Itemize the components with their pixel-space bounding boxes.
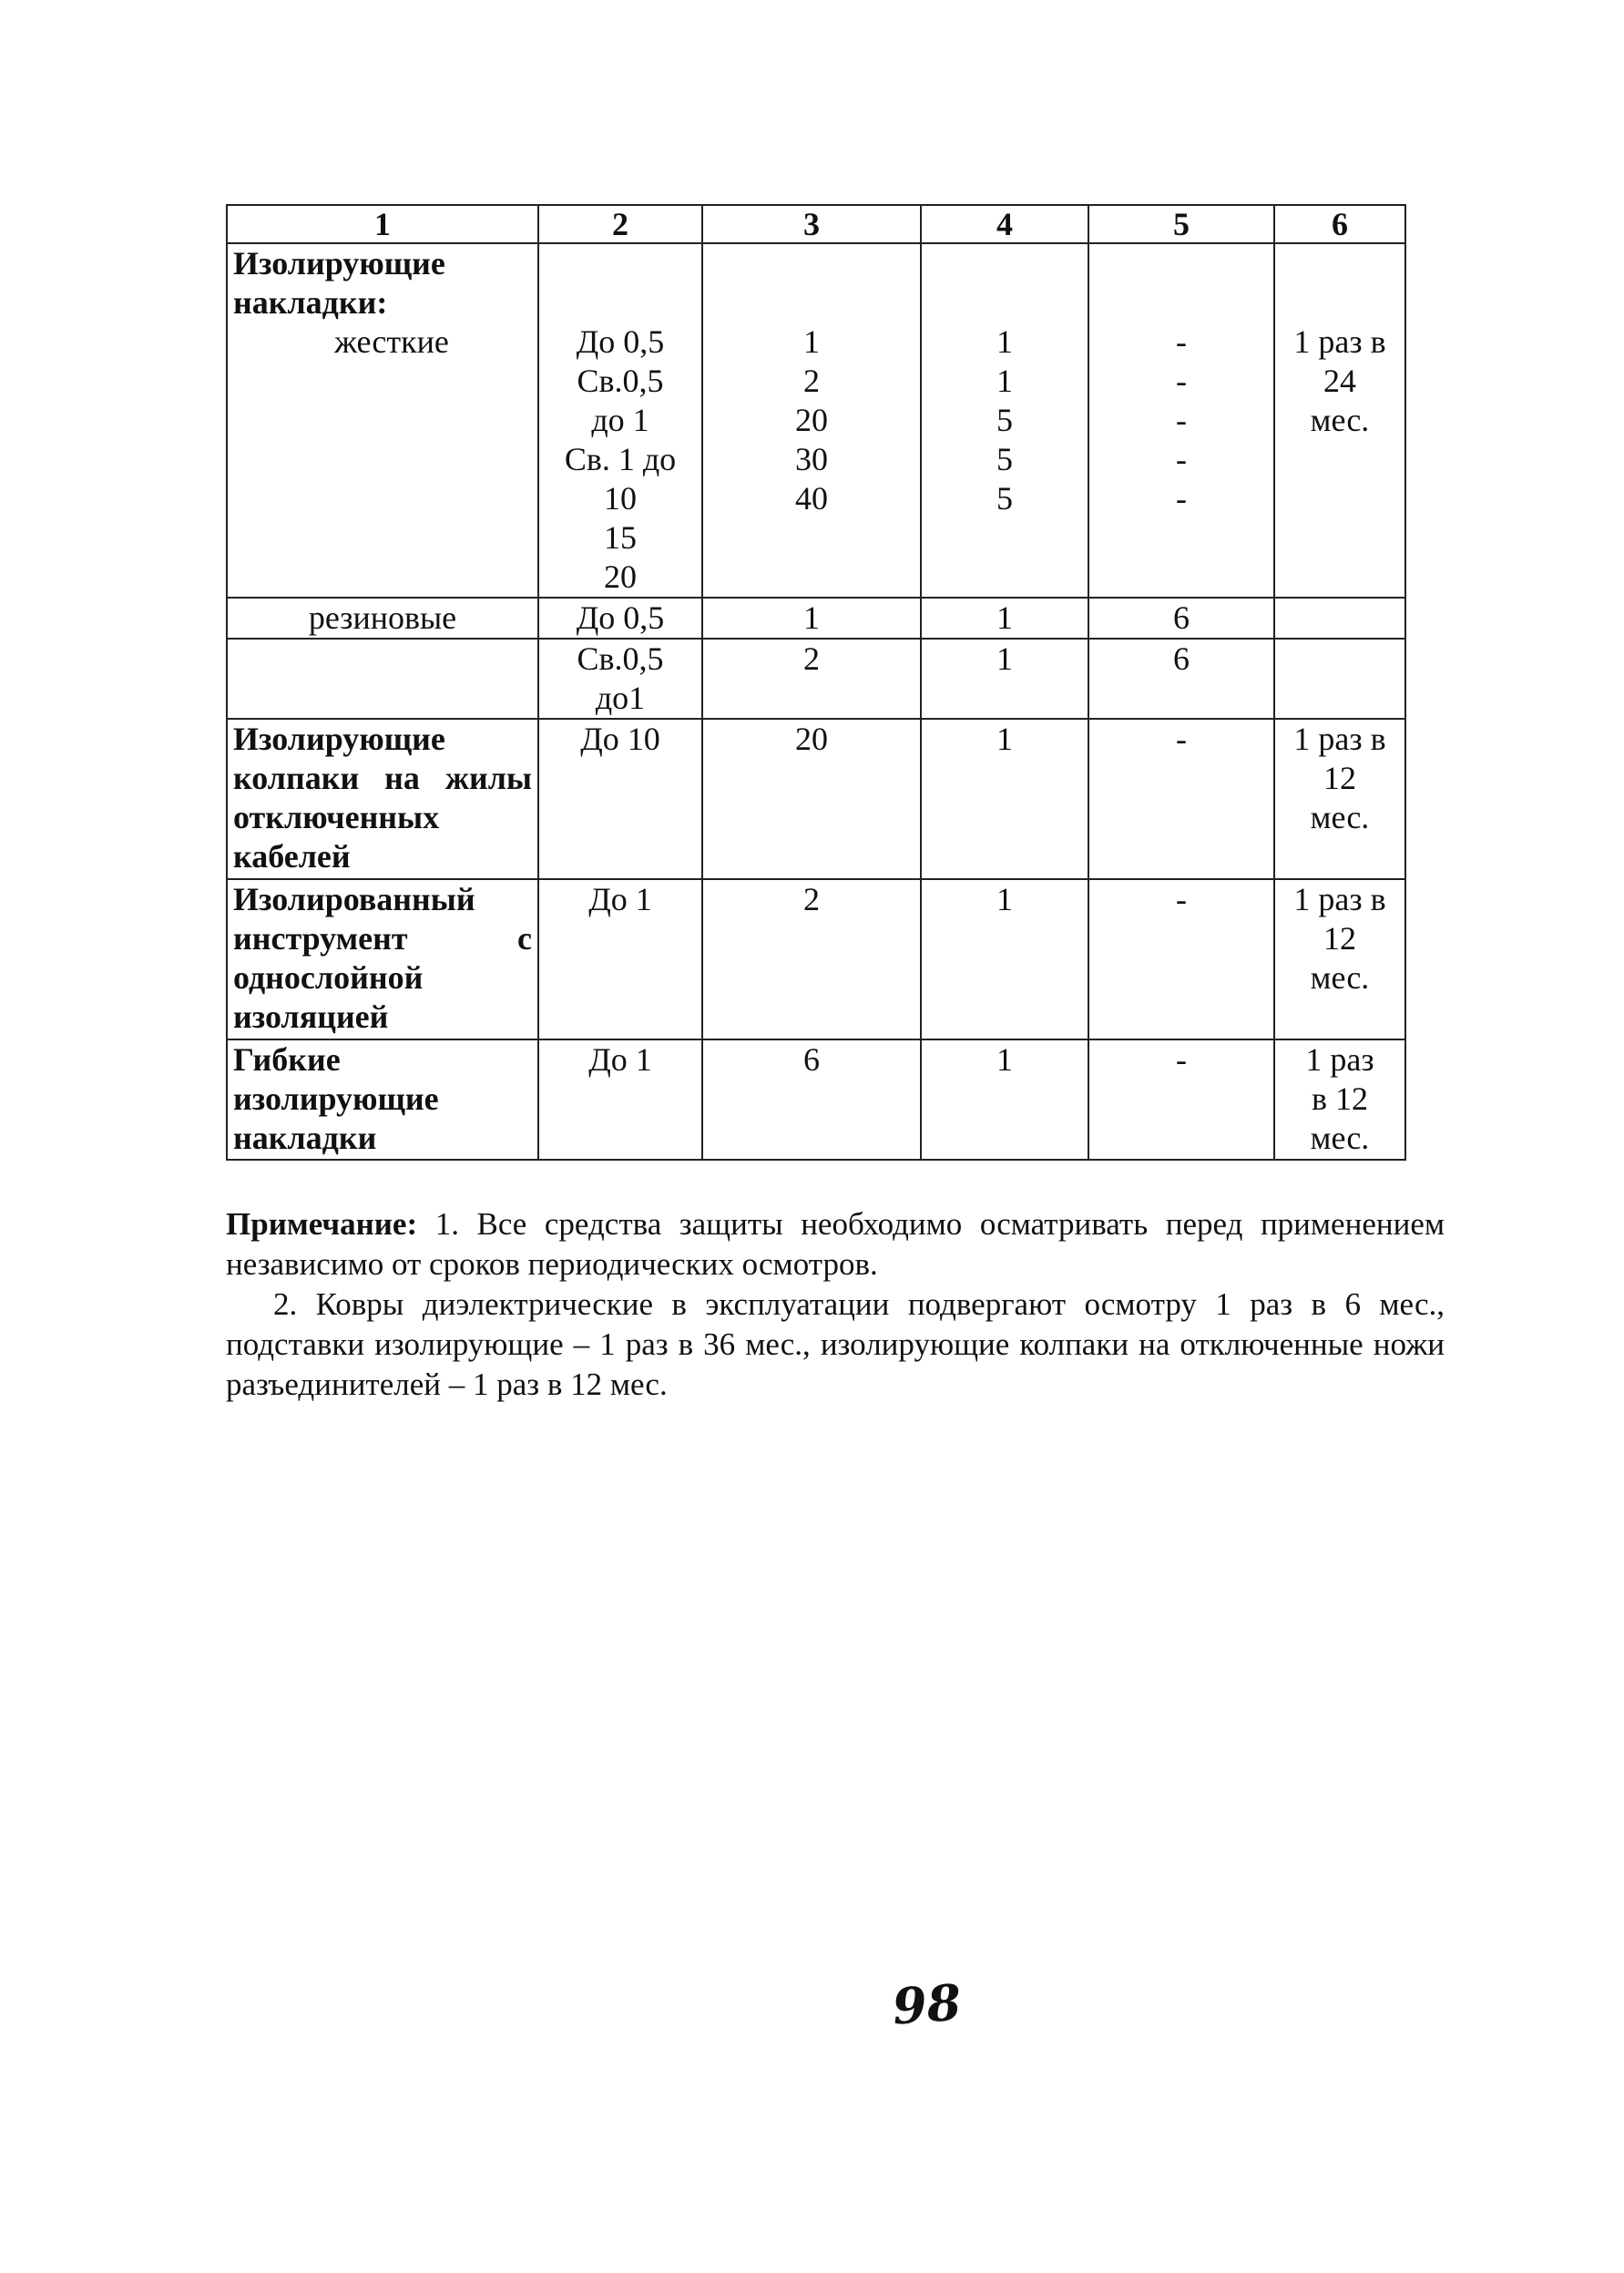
voltage-cell: До 1 xyxy=(538,1039,702,1160)
cell-line: 1 раз в xyxy=(1293,881,1386,917)
item-title: Изолирующие колпаки на жилы отключенных кабелей xyxy=(233,721,532,875)
table-row xyxy=(227,598,1405,639)
item-subtitle: жесткие xyxy=(334,323,449,360)
item-cell xyxy=(227,719,538,879)
cell-line: 1 раз xyxy=(1305,1041,1374,1078)
cell-line: 1 xyxy=(803,323,820,360)
voltage-cell: До 1 xyxy=(538,879,702,1039)
cell-line: 40 xyxy=(795,480,828,517)
cell-line: 10 xyxy=(604,480,637,517)
col5-cell xyxy=(1088,243,1274,598)
cell-line: в 12 xyxy=(1312,1080,1368,1117)
table-row xyxy=(227,879,1405,1039)
cell-line: 12 xyxy=(1323,920,1356,957)
col3-cell: 20 xyxy=(702,719,921,879)
col4-cell xyxy=(921,243,1088,598)
page-number: 98 xyxy=(890,1972,964,2036)
cell-line: - xyxy=(1176,402,1187,438)
cell-line: 20 xyxy=(604,558,637,595)
cell-line: мес. xyxy=(1310,402,1370,438)
frequency-cell xyxy=(1274,639,1405,719)
header-cell: 2 xyxy=(538,205,702,243)
item-cell xyxy=(227,639,538,719)
voltage-cell xyxy=(538,639,702,719)
cell-line: 5 xyxy=(996,441,1013,477)
col4-cell: 1 xyxy=(921,598,1088,639)
note-2: 2. Ковры диэлектрические в эксплуатации подвергают осмотру 1 раз в 6 мес., подставки изолирующие – 1 раз в 36 мес., изолирующие колпаки на отключенные ножи разъединителей – 1 раз в 12 мес. xyxy=(226,1286,1445,1402)
col5-cell: - xyxy=(1088,719,1274,879)
col3-cell xyxy=(702,243,921,598)
notes-label: Примечание: xyxy=(226,1206,418,1242)
col5-cell: 6 xyxy=(1088,598,1274,639)
col4-cell: 1 xyxy=(921,879,1088,1039)
cell-line: Св. 1 до xyxy=(564,441,677,477)
item-title: Гибкие изолирующие накладки xyxy=(233,1041,439,1156)
voltage-cell xyxy=(538,243,702,598)
note-1-text: 1. Все средства защиты необходимо осматривать перед применением независимо от сроков периодических осмотров. xyxy=(226,1206,1445,1282)
table-row xyxy=(227,243,1405,598)
cell-line: - xyxy=(1176,480,1187,517)
frequency-cell xyxy=(1274,1039,1405,1160)
col3-cell: 1 xyxy=(702,598,921,639)
header-cell: 1 xyxy=(227,205,538,243)
header-cell: 3 xyxy=(702,205,921,243)
cell-line: 30 xyxy=(795,441,828,477)
col4-cell: 1 xyxy=(921,719,1088,879)
table-header-row xyxy=(227,205,1405,243)
cell-line: 2 xyxy=(803,363,820,399)
col5-cell: - xyxy=(1088,1039,1274,1160)
item-title: Изолирующие накладки: xyxy=(233,245,445,321)
inspection-table xyxy=(226,204,1406,1161)
cell-line: 1 раз в xyxy=(1293,721,1386,757)
cell-line: Св.0,5 xyxy=(577,640,664,677)
cell-line: 24 xyxy=(1323,363,1356,399)
cell-line: 1 xyxy=(996,323,1013,360)
col5-cell: 6 xyxy=(1088,639,1274,719)
frequency-cell xyxy=(1274,243,1405,598)
cell-line: - xyxy=(1176,323,1187,360)
item-cell xyxy=(227,879,538,1039)
cell-line: 1 раз в xyxy=(1293,323,1386,360)
item-cell: резиновые xyxy=(227,598,538,639)
cell-line: 1 xyxy=(996,363,1013,399)
table-row xyxy=(227,1039,1405,1160)
cell-line: мес. xyxy=(1310,1120,1370,1156)
cell-line: Св.0,5 xyxy=(577,363,664,399)
voltage-cell: До 0,5 xyxy=(538,598,702,639)
cell-line: мес. xyxy=(1310,799,1370,835)
table-row xyxy=(227,719,1405,879)
item-cell xyxy=(227,1039,538,1160)
col5-cell: - xyxy=(1088,879,1274,1039)
col4-cell: 1 xyxy=(921,1039,1088,1160)
frequency-cell xyxy=(1274,879,1405,1039)
cell-line: 15 xyxy=(604,519,637,556)
item-title: Изолированный инструмент с однослойной изоляцией xyxy=(233,881,532,1035)
col3-cell: 2 xyxy=(702,879,921,1039)
col3-cell: 6 xyxy=(702,1039,921,1160)
header-cell: 4 xyxy=(921,205,1088,243)
cell-line: - xyxy=(1176,363,1187,399)
header-cell: 6 xyxy=(1274,205,1405,243)
note-1 xyxy=(226,1204,1445,1285)
voltage-cell: До 10 xyxy=(538,719,702,879)
cell-line: до 1 xyxy=(591,402,649,438)
cell-line: мес. xyxy=(1310,959,1370,996)
col4-cell: 1 xyxy=(921,639,1088,719)
notes-section xyxy=(226,1204,1445,1405)
table-row xyxy=(227,639,1405,719)
frequency-cell xyxy=(1274,719,1405,879)
col3-cell: 2 xyxy=(702,639,921,719)
cell-line: 5 xyxy=(996,480,1013,517)
cell-line: до1 xyxy=(595,680,646,716)
frequency-cell xyxy=(1274,598,1405,639)
cell-line: 5 xyxy=(996,402,1013,438)
cell-line: - xyxy=(1176,441,1187,477)
item-cell xyxy=(227,243,538,598)
cell-line: До 0,5 xyxy=(576,323,665,360)
cell-line: 12 xyxy=(1323,760,1356,796)
header-cell: 5 xyxy=(1088,205,1274,243)
cell-line: 20 xyxy=(795,402,828,438)
